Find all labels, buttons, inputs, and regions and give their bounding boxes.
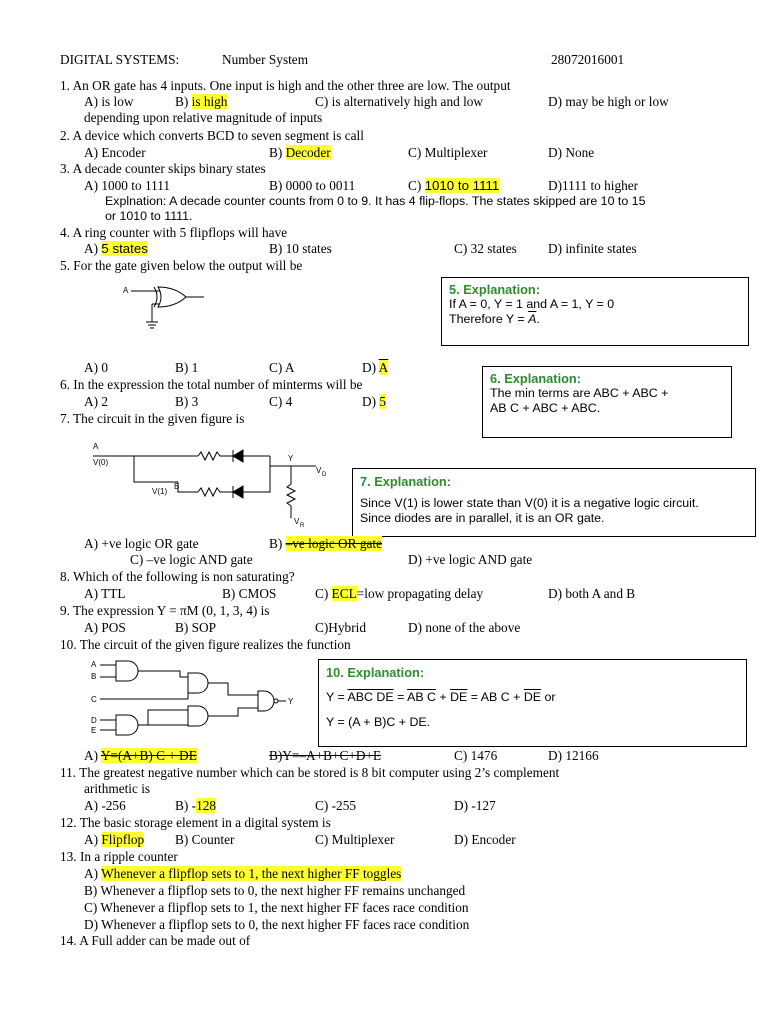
q6-option-c: C) 4 — [269, 394, 293, 409]
svg-text:V(0): V(0) — [93, 458, 109, 467]
svg-text:E: E — [91, 726, 97, 735]
q2-option-a: A) Encoder — [84, 145, 146, 160]
q6-option-b: B) 3 — [175, 394, 199, 409]
q5-option-d: D) $\overline{A}$ — [362, 360, 389, 375]
svg-text:D: D — [91, 716, 97, 725]
svg-text:V(1): V(1) — [152, 487, 168, 496]
q5-option-a: A) 0 — [84, 360, 109, 375]
explanation-title: 6. Explanation: — [490, 371, 582, 386]
highlighted-answer: Decoder — [285, 145, 331, 160]
header-code: 28072016001 — [551, 52, 625, 67]
highlighted-answer: 128 — [196, 798, 217, 813]
highlighted-answer: $\overline{A}$ — [378, 360, 389, 375]
q13-option-c: C) Whenever a flipflop sets to 1, the next higher FF faces race condition — [84, 900, 469, 915]
q12-option-a: A) Flipflop — [84, 832, 145, 847]
highlighted-answer: ECL — [331, 586, 357, 601]
diode-circuit-figure — [88, 436, 338, 528]
q3-option-c: C) 1010 to 1111 — [408, 178, 500, 193]
q11-option-a: A) -256 — [84, 798, 126, 813]
q5-option-b: B) 1 — [175, 360, 199, 375]
highlighted-answer: Whenever a flipflop sets to 1, the next higher FF toggles — [101, 866, 402, 881]
svg-text:V: V — [316, 466, 322, 475]
q11-option-b: B) -128 — [175, 798, 217, 813]
figure-label-a: A — [123, 286, 129, 295]
q4-option-a: A) 5 states — [84, 241, 148, 256]
q13-option-d: D) Whenever a flipflop sets to 0, the next higher FF faces race condition — [84, 917, 470, 932]
q14-stem: 14. A Full adder can be made out of — [60, 933, 251, 948]
logic-gate-figure — [88, 658, 298, 740]
svg-text:Y: Y — [288, 697, 294, 706]
q12-stem: 12. The basic storage element in a digital system is — [60, 815, 331, 830]
svg-text:V: V — [294, 517, 300, 526]
header-topic: Number System — [222, 52, 309, 67]
q9-option-d: D) none of the above — [408, 620, 521, 635]
q2-option-d: D) None — [548, 145, 595, 160]
header-subject: DIGITAL SYSTEMS: — [60, 52, 180, 67]
q10-option-d: D) 12166 — [548, 748, 599, 763]
q8-option-d: D) both A and B — [548, 586, 636, 601]
q8-option-a: A) TTL — [84, 586, 126, 601]
q3-option-d: D)1111 to higher — [548, 178, 639, 193]
q12-option-b: B) Counter — [175, 832, 235, 847]
explanation-title: 10. Explanation: — [326, 665, 425, 680]
explanation-title: 7. Explanation: — [360, 474, 452, 489]
q9-option-a: A) POS — [84, 620, 126, 635]
highlighted-answer: 5 states — [101, 241, 148, 256]
q11-stem: 11. The greatest negative number which can be stored is 8 bit computer using 2’s complement — [60, 765, 560, 780]
q4-option-b: B) 10 states — [269, 241, 332, 256]
q3-explanation-line1: Explnation: A decade counter counts from 0 to 9. It has 4 flip-flops. The states skipped are 10 to 15 — [105, 194, 646, 208]
explanation-box-7 — [352, 468, 756, 537]
q4-option-c: C) 32 states — [454, 241, 517, 256]
q5-option-c: C) A — [269, 360, 295, 375]
q1-option-d: D) may be high or low — [548, 94, 669, 109]
explanation-line: If A = 0, Y = 1 and A = 1, Y = 0 — [449, 297, 615, 311]
svg-text:A: A — [91, 660, 97, 669]
q1-stem: 1. An OR gate has 4 inputs. One input is high and the other three are low. The output — [60, 78, 511, 93]
q4-stem: 4. A ring counter with 5 flipflops will have — [60, 225, 288, 240]
q5-stem: 5. For the gate given below the output will be — [60, 258, 303, 273]
q10-stem: 10. The circuit of the given figure realizes the function — [60, 637, 351, 652]
q8-option-b: B) CMOS — [222, 586, 277, 601]
q10-option-a: A) Y=(A+B) C + DE — [84, 748, 197, 763]
svg-text:R: R — [300, 523, 305, 528]
highlighted-answer: 1010 to 1111 — [424, 178, 500, 193]
q2-option-b: B) Decoder — [269, 145, 331, 160]
q3-explanation-line2: or 1010 to 1111. — [105, 209, 193, 223]
q10-option-b: B)Y=–A+B+C+D+E — [269, 748, 382, 763]
explanation-line: AB C + ABC + ABC. — [490, 401, 601, 415]
explanation-line: Therefore $Y = \overline{A}$. — [449, 312, 540, 326]
q11-option-d: D) -127 — [454, 798, 496, 813]
q9-stem: 9. The expression Y = πM (0, 1, 3, 4) is — [60, 603, 270, 618]
q9-option-c: C)Hybrid — [315, 620, 366, 635]
q13-option-a: A) Whenever a flipflop sets to 1, the next higher FF toggles — [84, 866, 402, 881]
explanation-line: Since diodes are in parallel, it is an OR gate. — [360, 511, 605, 525]
q11-stem-cont: arithmetic is — [84, 781, 151, 796]
q4-option-d: D) infinite states — [548, 241, 637, 256]
xor-gate-figure — [120, 282, 210, 332]
q2-option-c: C) Multiplexer — [408, 145, 488, 160]
q11-option-c: C) -255 — [315, 798, 356, 813]
q1-stem-cont: depending upon relative magnitude of inputs — [84, 110, 323, 125]
highlighted-answer: –ve logic OR gate — [285, 536, 383, 551]
highlighted-answer: is high — [191, 94, 228, 109]
q12-option-c: C) Multiplexer — [315, 832, 395, 847]
q12-option-d: D) Encoder — [454, 832, 516, 847]
highlighted-answer: Y=(A+B) C + DE — [100, 748, 197, 763]
svg-text:Y: Y — [288, 454, 294, 463]
svg-text:A: A — [93, 442, 99, 451]
q7-option-a: A) +ve logic OR gate — [84, 536, 199, 551]
explanation-title: 5. Explanation: — [449, 282, 541, 297]
svg-text:B: B — [174, 482, 180, 491]
q3-stem: 3. A decade counter skips binary states — [60, 161, 266, 176]
q3-option-b: B) 0000 to 0011 — [269, 178, 356, 193]
highlighted-answer: Flipflop — [101, 832, 145, 847]
q8-stem: 8. Which of the following is non saturating? — [60, 569, 295, 584]
q13-stem: 13. In a ripple counter — [60, 849, 178, 864]
explanation-box-10 — [318, 659, 747, 747]
q9-option-b: B) SOP — [175, 620, 217, 635]
highlighted-answer: 5 — [379, 394, 387, 409]
q1-option-c: C) is alternatively high and low — [315, 94, 484, 109]
q10-option-c: C) 1476 — [454, 748, 498, 763]
explanation-line: Since V(1) is lower state than V(0) it is a negative logic circuit. — [360, 496, 699, 510]
explanation-line: Y = ABC DE = AB $C + \overline{DE}$ = AB $C + \overline{DE}$ or — [326, 690, 556, 704]
q7-option-d: D) +ve logic AND gate — [408, 552, 533, 567]
q1-option-b: B) is high — [175, 94, 228, 109]
svg-text:D: D — [322, 472, 327, 478]
explanation-line: Y = (A + B)C + DE. — [326, 715, 431, 729]
q2-stem: 2. A device which converts BCD to seven segment is call — [60, 128, 364, 143]
explanation-line: The min terms are ABC + ABC + — [490, 386, 669, 400]
q6-option-a: A) 2 — [84, 394, 109, 409]
q1-option-a: A) is low — [84, 94, 134, 109]
q7-stem: 7. The circuit in the given figure is — [60, 411, 245, 426]
q3-option-a: A) 1000 to 1111 — [84, 178, 171, 193]
q7-option-b: B) –ve logic OR gate — [269, 536, 383, 551]
explanation-box-6 — [482, 366, 732, 438]
q6-stem: 6. In the expression the total number of minterms will be — [60, 377, 363, 392]
svg-text:B: B — [91, 672, 97, 681]
q13-option-b: B) Whenever a flipflop sets to 0, the next higher FF remains unchanged — [84, 883, 466, 898]
q6-option-d: D) 5 — [362, 394, 387, 409]
explanation-box-5 — [441, 277, 749, 346]
q8-option-c: C) ECL=low propagating delay — [315, 586, 484, 601]
svg-text:C: C — [91, 695, 97, 704]
q7-option-c: C) –ve logic AND gate — [130, 552, 253, 567]
